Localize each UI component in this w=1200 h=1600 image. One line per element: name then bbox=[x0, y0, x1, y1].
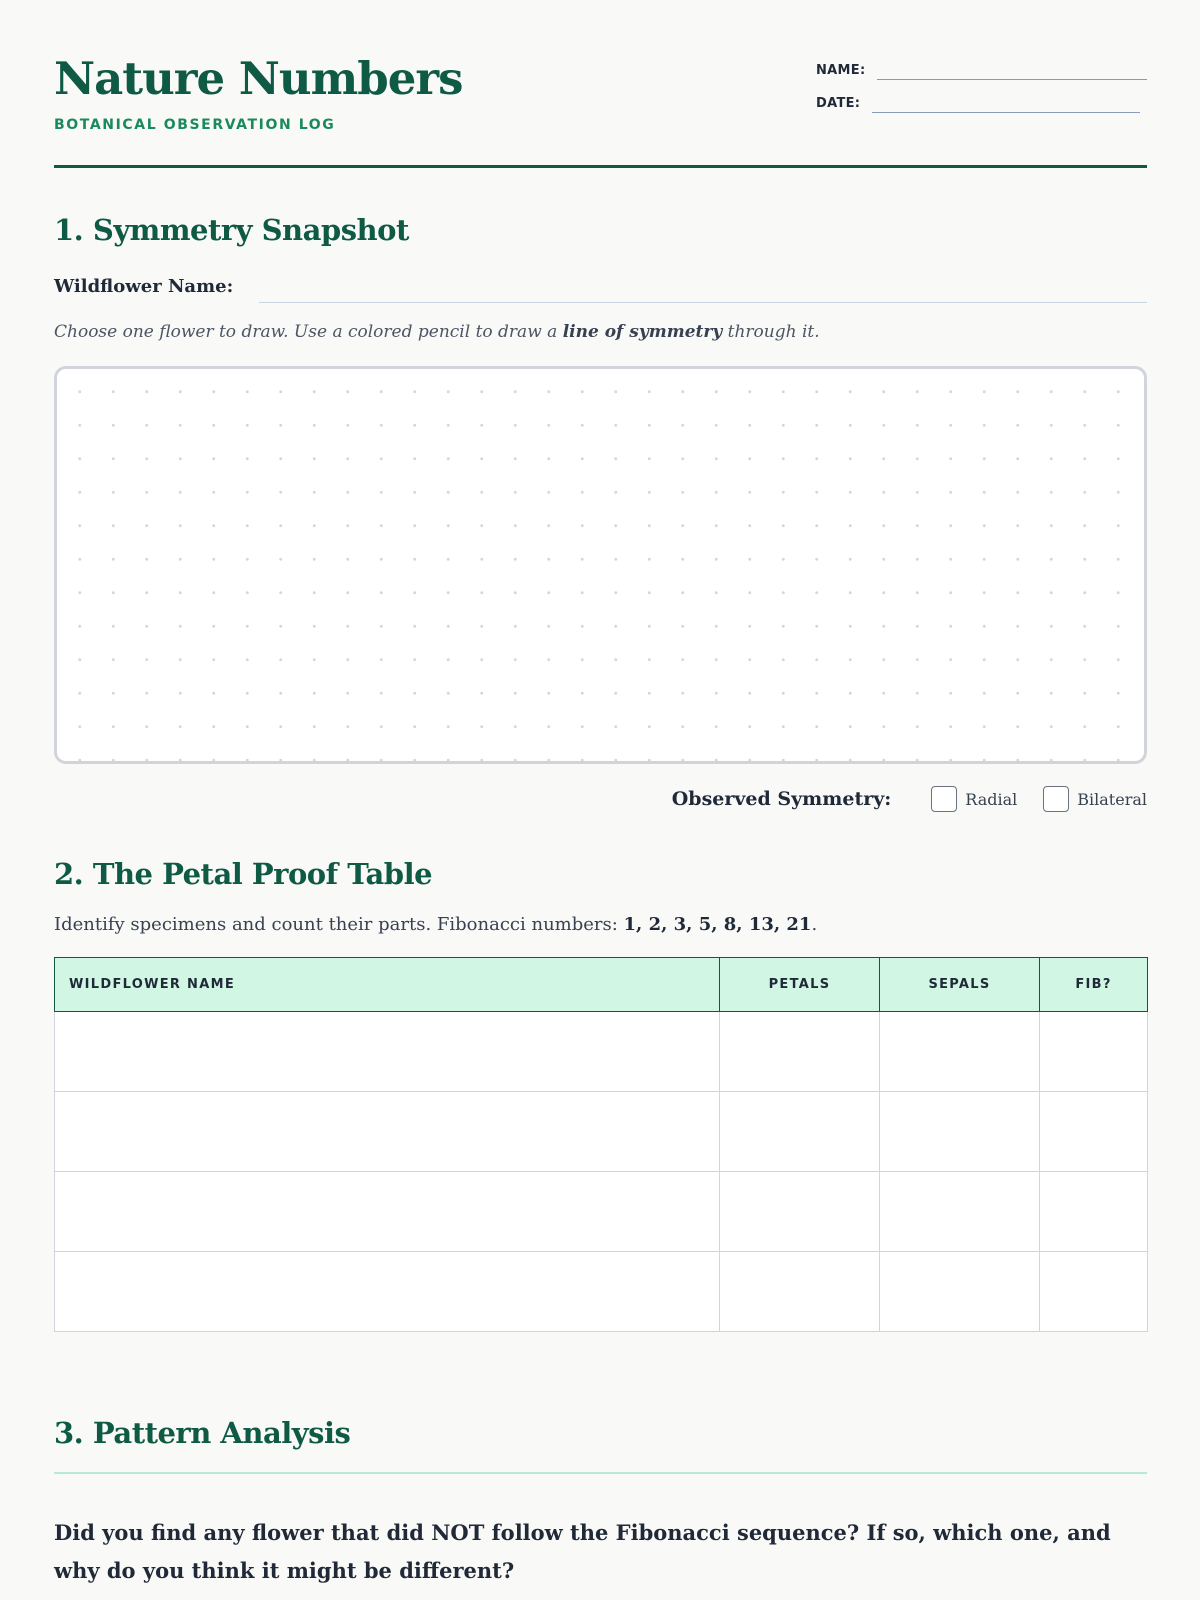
date-label: DATE: bbox=[816, 96, 861, 111]
cell-wildflower-name[interactable] bbox=[55, 1092, 720, 1172]
bilateral-checkbox[interactable] bbox=[1043, 786, 1069, 812]
name-input-line[interactable] bbox=[877, 60, 1147, 80]
cell-wildflower-name[interactable] bbox=[55, 1172, 720, 1252]
description-end: . bbox=[811, 914, 818, 935]
cell-fib[interactable] bbox=[1040, 1172, 1148, 1252]
instruction-text-start: Choose one flower to draw. Use a colored pencil to draw a bbox=[54, 322, 563, 342]
name-label: NAME: bbox=[816, 63, 866, 78]
table-header-row bbox=[55, 958, 1148, 1012]
column-header-fib: FIB? bbox=[1040, 958, 1148, 1012]
instruction-emphasis: line of symmetry bbox=[562, 322, 723, 342]
dot-grid-drawing-area[interactable] bbox=[54, 366, 1147, 764]
date-input-line[interactable] bbox=[872, 93, 1140, 113]
section3-divider bbox=[54, 1472, 1147, 1474]
table-row bbox=[55, 1252, 1148, 1332]
cell-sepals[interactable] bbox=[880, 1172, 1040, 1252]
fibonacci-numbers: 1, 2, 3, 5, 8, 13, 21 bbox=[623, 914, 812, 935]
description-text: Identify specimens and count their parts. Fibonacci numbers: bbox=[54, 914, 624, 935]
cell-petals[interactable] bbox=[720, 1092, 880, 1172]
header-divider bbox=[54, 165, 1147, 168]
page-subtitle: BOTANICAL OBSERVATION LOG bbox=[54, 117, 336, 133]
pattern-analysis-question: Did you find any flower that did NOT follow the Fibonacci sequence? If so, which one, and why do you think it might be different? bbox=[54, 1520, 1111, 1583]
cell-wildflower-name[interactable] bbox=[55, 1012, 720, 1092]
page-title: Nature Numbers bbox=[54, 52, 463, 105]
observed-symmetry-label: Observed Symmetry: bbox=[671, 788, 892, 810]
petal-table-description bbox=[54, 914, 817, 935]
table-row bbox=[55, 1172, 1148, 1252]
observed-symmetry-row bbox=[672, 785, 1147, 813]
radial-label: Radial bbox=[965, 789, 1018, 809]
cell-sepals[interactable] bbox=[880, 1012, 1040, 1092]
cell-petals[interactable] bbox=[720, 1012, 880, 1092]
bilateral-label: Bilateral bbox=[1077, 789, 1147, 809]
wildflower-name-input-line[interactable] bbox=[259, 277, 1147, 303]
cell-sepals[interactable] bbox=[880, 1252, 1040, 1332]
cell-fib[interactable] bbox=[1040, 1012, 1148, 1092]
section-title-symmetry: 1. Symmetry Snapshot bbox=[54, 213, 409, 247]
drawing-instruction bbox=[54, 322, 820, 342]
name-field-row bbox=[816, 56, 1147, 80]
cell-wildflower-name[interactable] bbox=[55, 1252, 720, 1332]
column-header-petals: PETALS bbox=[720, 958, 880, 1012]
date-field-row bbox=[816, 89, 1147, 113]
cell-fib[interactable] bbox=[1040, 1252, 1148, 1332]
cell-fib[interactable] bbox=[1040, 1092, 1148, 1172]
radial-checkbox[interactable] bbox=[931, 786, 957, 812]
column-header-sepals: SEPALS bbox=[880, 958, 1040, 1012]
petal-proof-table bbox=[54, 957, 1148, 1332]
wildflower-name-row bbox=[54, 271, 1147, 303]
table-row bbox=[55, 1092, 1148, 1172]
cell-petals[interactable] bbox=[720, 1172, 880, 1252]
instruction-text-end: through it. bbox=[722, 322, 820, 342]
column-header-wildflower-name: WILDFLOWER NAME bbox=[55, 958, 720, 1012]
section-title-pattern-analysis: 3. Pattern Analysis bbox=[54, 1416, 351, 1450]
worksheet-page bbox=[54, 0, 1147, 1600]
cell-sepals[interactable] bbox=[880, 1092, 1040, 1172]
cell-petals[interactable] bbox=[720, 1252, 880, 1332]
wildflower-name-label: Wildflower Name: bbox=[54, 276, 234, 297]
section-title-petal-table: 2. The Petal Proof Table bbox=[54, 857, 433, 891]
table-row bbox=[55, 1012, 1148, 1092]
